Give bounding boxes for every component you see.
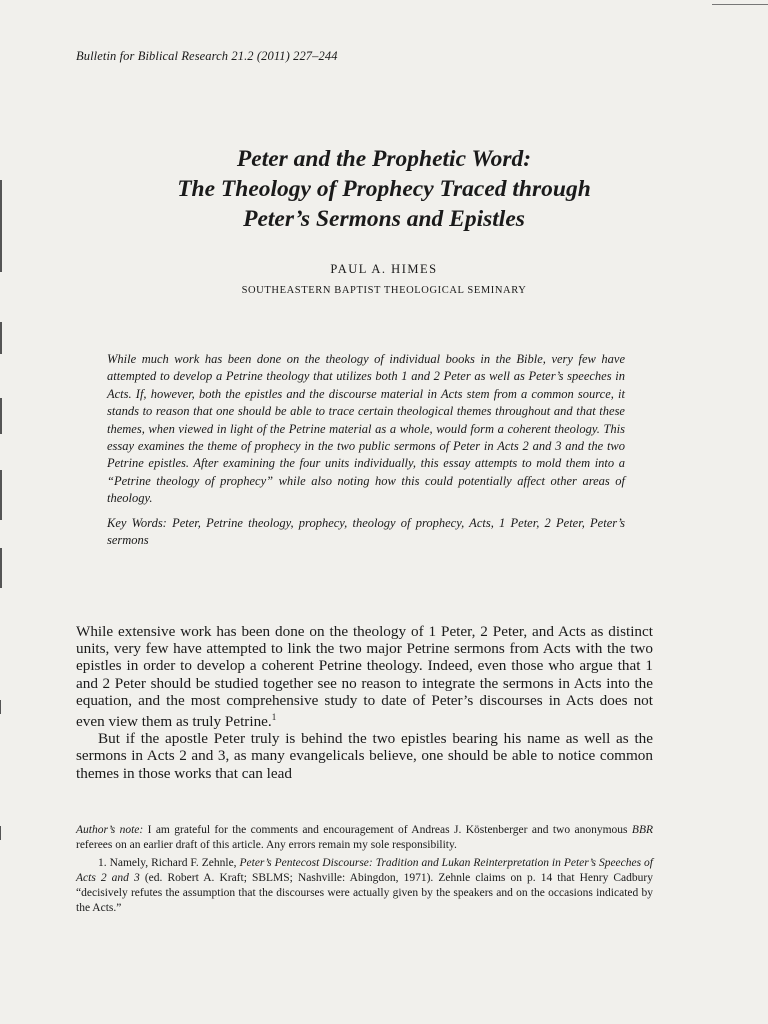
scan-edge-mark (0, 548, 2, 588)
abstract (107, 351, 625, 549)
author-note-label: Author’s note: (76, 824, 144, 836)
footnote-1 (76, 856, 653, 916)
title-line-3: Peter’s Sermons and Epistles (243, 206, 525, 232)
author-note (76, 823, 653, 853)
footnote-1-book-title: Peter’s Pentecost Discourse: Tradition and Lukan Reinterpretation in Peter’s Speeches of Acts 2 and 3 (76, 857, 653, 884)
author-affiliation: SOUTHEASTERN BAPTIST THEOLOGICAL SEMINARY (241, 285, 527, 296)
scan-edge-line (712, 4, 768, 5)
article-title (0, 144, 768, 234)
body-text (76, 623, 653, 782)
body-paragraph-1 (76, 623, 653, 730)
title-line-2: The Theology of Prophecy Traced through (177, 176, 591, 202)
paragraph-1-text: While extensive work has been done on the theology of 1 Peter, 2 Peter, and Acts as distinct units, very few have attempted to link the two major Petrine sermons from Acts with the two epistles in order to develop a coherent Petrine theology. Indeed, even those who argue that 1 and 2 Peter should be studied together see no reason to integrate the sermons in Acts into the equation, and the most comprehensive study to date of Peter’s discourses in Acts does not even view them as truly Petrine. (76, 623, 653, 731)
author-note-bbr: BBR (631, 824, 653, 836)
footnote-1-prefix: 1. Namely, Richard F. Zehnle, (98, 857, 240, 869)
scan-edge-mark (0, 470, 2, 520)
key-words: Key Words: Peter, Petrine theology, prophecy, theology of prophecy, Acts, 1 Peter, 2 Peter, Peter’s sermons (107, 515, 625, 548)
title-line-1: Peter and the Prophetic Word: (236, 146, 532, 172)
abstract-text: While much work has been done on the theology of individual books in the Bible, very few have attempted to develop a Petrine theology that utilizes both 1 and 2 Peter as well as Peter’s speeches in Acts. If, however, both the epistles and the discourse material in Acts stem from a common source, it stands to reason that one should be able to trace certain theological themes throughout and that these themes, when viewed in light of the Petrine material as a whole, would form a coherent theology. This essay examines the theme of prophecy in the two public sermons of Peter in Acts 2 and 3 and the two Petrine epistles. After examining the four units individually, this essay attempts to mold them into a “Petrine theology of prophecy” while also noting how this could potentially affect other areas of theology. (107, 352, 625, 506)
scan-edge-mark (0, 826, 1, 840)
author-name: PAUL A. HIMES (330, 262, 438, 276)
footnote-1-rest: (ed. Robert A. Kraft; SBLMS; Nashville: Abingdon, 1971). Zehnle claims on p. 14 that Henry Cadbury “decisively refutes the assumption that the discourses were actually given by the speakers and on the occasions indicated by the Acts.” (76, 872, 653, 914)
footnotes (76, 823, 653, 916)
author-note-text-b: referees on an earlier draft of this article. Any errors remain my sole responsibility. (76, 839, 457, 851)
footnote-ref-1: 1 (271, 712, 277, 723)
scan-edge-mark (0, 398, 2, 434)
scan-edge-mark (0, 700, 1, 714)
body-paragraph-2: But if the apostle Peter truly is behind the two epistles bearing his name as well as the sermons in Acts 2 and 3, as many evangelicals believe, one should be able to notice common themes in those works that can lead (76, 730, 653, 782)
journal-citation: Bulletin for Biblical Research 21.2 (2011) 227–244 (76, 49, 338, 63)
scan-edge-mark (0, 322, 2, 354)
author-note-text-a: I am grateful for the comments and encouragement of Andreas J. Köstenberger and two anonymous (143, 824, 632, 836)
